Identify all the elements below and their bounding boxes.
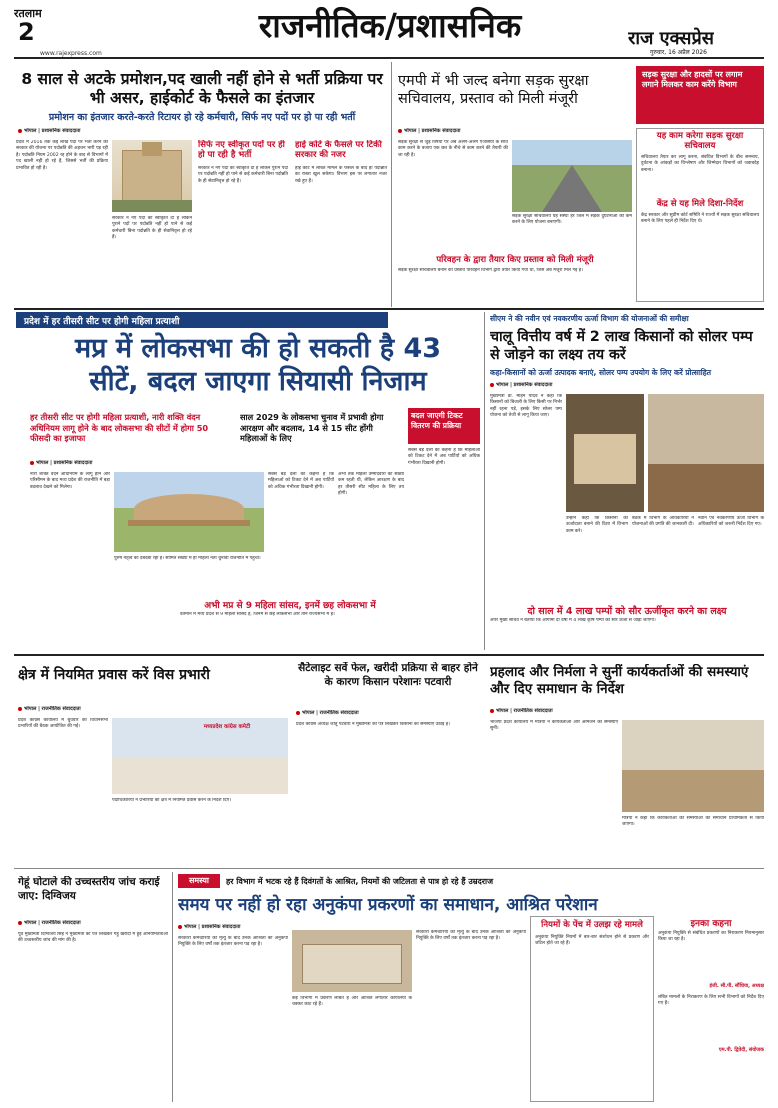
solar-subhead: कहा-किसानों को ऊर्जा उत्पादक बनाएं, सोलर पम्प उपयोग के लिए करें प्रोत्साहित — [490, 368, 711, 377]
wheat-scam-headline: गेहूं घोटाले की उच्चस्तरीय जांच कराई जाए: दिग्विजय — [18, 876, 160, 902]
prahlad-headline: प्रहलाद और निर्मला ने सुनीं कार्यकर्ताओं की समस्याएं और दिए समाधान के निर्देश — [490, 664, 749, 697]
congress-meeting-photo — [112, 718, 288, 794]
guidelines-body: केंद्र सरकार और सुप्रीम कोर्ट समिति ने राज्यों में सड़क सुरक्षा सचिवालय बनाने के लिए पहले ही निर्देश दिए थे। — [641, 213, 759, 225]
byline: भोपाल | प्रशासनिक संवाददाता — [18, 128, 178, 134]
promotion-body-2: सरकार ने नए पदों की स्वीकृति दी है लेकिन पुराने पदों पर पदोन्नति नहीं हो पाने से कई कर्मचारी बिना पदोन्नति के ही सेवानिवृत्त हो रहे हैं। — [198, 166, 288, 184]
transport-proposal-body: सड़क सुरक्षा सचिवालय बनाने का प्रस्ताव परिवहन विभाग द्वारा तैयार किया गया था, जिसे अब मंजूरी मिल गई है। — [398, 268, 583, 273]
byline: भोपाल | प्रशासनिक संवाददाता — [178, 924, 328, 930]
quote-1-name: इंजी. सी.पी. सौंधिया, अध्यक्ष — [709, 983, 764, 989]
byline: भोपाल | प्रशासनिक संवाददाता — [398, 128, 558, 134]
prabhari-body-2: पदाधिकारियों ने प्रभारियों को क्षेत्र में नियमित प्रवास करने के निर्देश दिए। — [112, 798, 231, 803]
promotion-box-2-title: हाई कोर्ट के फैसले पर टिकी सरकार की नजर — [295, 140, 382, 160]
page-number: 2 — [18, 18, 35, 46]
quote-title: इनका कहना — [690, 919, 732, 929]
byline: भोपाल | राजनीतिक संवाददाता — [18, 706, 168, 712]
bullet-icon — [18, 707, 22, 711]
road-safety-sidebar-box — [636, 66, 764, 124]
byline: भोपाल | राजनीतिक संवाददाता — [490, 708, 640, 714]
road-safety-body: सड़क सुरक्षा से जुड़े विषयों पर अब अलग-अलग एजेंसियों के साथ काम करने के बजाय एक छत के नीचे से काम करने की तैयारी की जा रही है। — [398, 140, 508, 158]
city-label: रतलाम — [14, 7, 42, 20]
ticket-box-title: बदल जाएगी टिकट वितरण की प्रक्रिया — [411, 411, 463, 430]
women-mp-title: अभी मप्र से 9 महिला सांसद, इनमें छह लोकसभा में — [204, 601, 376, 611]
secretariat-box — [636, 128, 764, 302]
loksabha-headline: मप्र में लोकसभा की हो सकती है 43 सीटें, बदल जाएगा सियासी निजाम — [74, 333, 442, 397]
solar-body-4: नवीन एवं नवकरणीय ऊर्जा विभाग के अधिकारियों को जरूरी निर्देश दिए गए। — [698, 516, 764, 528]
rules-box-title: नियमों के पेंच में उलझ रहे मामले — [541, 920, 643, 930]
parliament-photo-caption: पुरुष नेतृत्व का दबदबा रहा है। सीमित संख्या में ही महिला नेता चुनावी राजनीति में पहुंचीं। — [114, 556, 261, 561]
solar-body-2: उन्होंने कहा कि किसानों को ऊर्जादाता बनाने की दिशा में विभाग काम करे। — [566, 516, 628, 534]
promotion-subhead: प्रमोशन का इंतजार करते-करते रिटायर हो रहे कर्मचारी, सिर्फ नए पदों पर हो पा रही भर्ती — [48, 112, 356, 123]
bjp-photo-caption: मंत्रियों ने कहा कि कार्यकर्ताओं की समस्याओं का समाधान प्राथमिकता से किया जाएगा। — [622, 816, 764, 828]
prabhari-headline: क्षेत्र में नियमित प्रवास करें विस प्रभारी — [18, 667, 210, 683]
ticket-body: सबसे बड़े दलों का कहना है कि महिलाओं को टिकट देने में अब पार्टियों को अधिक गंभीरता दिखानी होगी। — [408, 448, 480, 466]
anukampa-body-3: सरकारी कर्मचारियों की मृत्यु के बाद उनके आश्रितों को अनुकंपा नियुक्ति के लिए वर्षों तक इंतजार करना पड़ रहा है। — [416, 930, 526, 942]
loksabha-kicker-text: प्रदेश में हर तीसरी सीट पर होगी महिला प्रत्याशी — [24, 317, 180, 327]
solar-body-1: मुख्यमंत्री डॉ. मोहन यादव ने कहा कि किसानों को बिजली के लिए किसी पर निर्भर नहीं रहना पड़े, इसके लिए सोलर पम्प योजना को तेजी से लागू किया जाए। — [490, 394, 562, 419]
congress-banner: मध्यप्रदेश कांग्रेस कमेटी — [203, 724, 251, 730]
loksabha-kicker — [16, 312, 388, 328]
wheat-scam-body: पूर्व मुख्यमंत्री दिग्विजय सिंह ने मुख्यमंत्री को पत्र लिखकर गेहूं खरीदी में हुई अनियमितताओं की उच्चस्तरीय जांच की मांग की है। — [18, 932, 168, 944]
solar-box-title: दो साल में 4 लाख पम्पों को सौर ऊर्जीकृत करने का लक्ष्य — [527, 606, 727, 617]
byline: भोपाल | प्रशासनिक संवाददाता — [30, 460, 180, 466]
bullet-icon — [490, 709, 494, 713]
problem-tag-text: समस्या — [188, 876, 210, 885]
loksabha-subhead-1: हर तीसरी सीट पर होगी महिला प्रत्याशी, नारी शक्ति वंदन अधिनियम लागू होने के बाद लोकसभा की सीटों में होगा 50 फीसदी का इजाफा — [30, 412, 209, 443]
meeting-photo-left — [566, 394, 644, 512]
bullet-icon — [296, 711, 300, 715]
rules-box — [530, 916, 654, 1102]
loksabha-body-2: सबसे बड़े दलों का कहना है कि महिलाओं को टिकट देने में अब पार्टियों को अधिक गंभीरता दिखानी होगी। — [268, 472, 334, 490]
bullet-icon — [490, 383, 494, 387]
quote-1: अनुकंपा नियुक्ति से संबंधित प्रकरणों का निराकरण नियमानुसार किया जा रहा है। — [658, 931, 764, 943]
prabhari-body-1: प्रदेश कांग्रेस कार्यालय में बुधवार को विधानसभा प्रभारियों की बैठक आयोजित की गई। — [18, 718, 108, 730]
byline: भोपाल | राजनीतिक संवाददाता — [18, 920, 168, 926]
guidelines-subhead: केंद्र से यह मिले दिशा-निर्देश — [656, 199, 744, 209]
bullet-icon — [178, 925, 182, 929]
bjp-meeting-photo — [622, 720, 764, 812]
solar-kicker: सीएम ने की नवीन एवं नवकरणीय ऊर्जा विभाग की योजनाओं की समीक्षा — [490, 314, 689, 323]
bullet-icon — [18, 921, 22, 925]
parliament-photo — [114, 472, 264, 552]
bullet-icon — [398, 129, 402, 133]
promotion-box-1-title: सिर्फ नए स्वीकृत पदों पर ही हो पा रही है भर्ती — [198, 140, 285, 160]
byline: भोपाल | राजनीतिक संवाददाता — [296, 710, 446, 716]
loksabha-subhead-2: साल 2029 के लोकसभा चुनाव में प्रभावी होगा आरक्षण और बदलाव, 14 से 15 सीट होंगी महिलाओं के लिए — [240, 412, 384, 443]
quote-box — [658, 916, 764, 1102]
section-title: राजनीतिक/प्रशासनिक — [258, 6, 522, 45]
anukampa-body-1: सरकारी कर्मचारियों की मृत्यु के बाद उनके आश्रितों को अनुकंपा नियुक्ति के लिए वर्षों तक इंतजार करना पड़ रहा है। — [178, 936, 288, 948]
loksabha-body-1: नारी शक्ति वंदन अधिनियम के लागू होने और परिसीमन के बाद मध्य प्रदेश की राजनीति में बड़ा बदलाव देखने को मिलेगा। — [30, 472, 110, 490]
issue-date: गुरुवार, 16 अप्रैल 2026 — [650, 49, 707, 56]
problem-tag — [178, 874, 220, 888]
quote-2-name: एम.पी. द्विवेदी, संयोजक — [718, 1047, 764, 1053]
women-mp-body: वर्तमान में मध्य प्रदेश से 9 महिला सांसद हैं, जिनमें से छह लोकसभा और तीन राज्यसभा में हैं। — [180, 612, 335, 617]
bullet-icon — [30, 461, 34, 465]
office-building-photo — [292, 930, 412, 992]
prahlad-body: भाजपा प्रदेश कार्यालय में मंत्रियों ने कार्यकर्ताओं और आमजन की समस्याएं सुनीं। — [490, 720, 618, 732]
masthead — [0, 0, 778, 60]
solar-headline: चालू वित्तीय वर्ष में 2 लाख किसानों को सोलर पम्प से जोड़ने का लक्ष्य तय करें — [490, 329, 753, 363]
anukampa-headline: समय पर नहीं हो रहा अनुकंपा प्रकरणों का समाधान, आश्रित परेशान — [178, 895, 598, 915]
promotion-headline: 8 साल से अटके प्रमोशन,पद खाली नहीं होने से भर्ती प्रक्रिया पर भी असर, हाईकोर्ट के फैसले का इंतजार — [21, 70, 383, 107]
rules-box-body: अनुकंपा नियुक्ति नियमों में बार-बार संशोधन होने से प्रकरण और जटिल होते जा रहे हैं। — [535, 935, 649, 947]
building-photo — [112, 140, 192, 212]
satellite-headline: सैटेलाइट सर्वे फेल, खरीदी प्रक्रिया से बाहर होने के कारण किसान परेशानः पटवारी — [298, 662, 478, 688]
secretariat-box-title: यह काम करेगा सड़क सुरक्षा सचिवालय — [656, 131, 744, 151]
ticket-box — [408, 408, 480, 444]
website[interactable]: www.rajexpress.com — [40, 50, 102, 57]
loksabha-body-3: अभी तक महिला उम्मीदवारों की संख्या कम रहती थी, लेकिन आरक्षण के बाद हर तीसरी सीट महिला के लिए तय होगी। — [338, 472, 404, 497]
road-safety-sidebar-text: सड़क सुरक्षा और हादसों पर लगाम लगाने मिलकर काम करेंगे विभाग — [642, 70, 743, 89]
road-photo — [512, 140, 632, 212]
bullet-icon — [18, 129, 22, 133]
promotion-body-3: हाई कोर्ट में लंबित मामले के फैसले के बाद ही पदोन्नति का रास्ता खुल सकेगा। विभाग इस पर लगातार नजर रखे हुए हैं। — [295, 166, 387, 184]
brand-name: राज एक्सप्रेस — [628, 28, 714, 49]
anukampa-body-2: कई विभागों में प्रकरण लंबित हैं और आश्रित लगातार कार्यालयों के चक्कर काट रहे हैं। — [292, 996, 412, 1008]
quote-2: लंबित मामलों के निराकरण के लिए सभी विभागों को निर्देश दिए गए हैं। — [658, 995, 764, 1007]
transport-proposal-title: परिवहन के द्वारा तैयार किए प्रस्ताव को मिली मंजूरी — [436, 255, 594, 265]
solar-box-body: अपर मुख्य सचिव ने बताया कि आगामी दो वर्षों में 4 लाख कृषि पम्पों को सौर ऊर्जा से जोड़ा जाएगा। — [490, 618, 656, 623]
anukampa-kicker: हर विभाग में भटक रहे हैं दिवंगतों के आश्रित, नियमों की जटिलता से पात्र हो रहे हैं उम्रदराज — [226, 877, 494, 886]
byline: भोपाल | प्रशासनिक संवाददाता — [490, 382, 640, 388]
road-photo-caption: सड़क सुरक्षा सचिवालय यह संस्था हर जिले में सड़क दुर्घटनाओं को कम करने के लिए योजना बनाएगी। — [512, 214, 632, 226]
meeting-photo-right — [648, 394, 764, 512]
promotion-body-1b: सरकार ने नए पदों की स्वीकृति दी है लेकिन पुराने पदों पर पदोन्नति नहीं हो पाने से कई कर्मचारी बिना पदोन्नति के ही सेवानिवृत्त हो रहे हैं। — [112, 216, 192, 241]
satellite-body: प्रदेश कांग्रेस अध्यक्ष जीतू पटवारी ने मुख्यमंत्री को पत्र लिखकर किसानों की समस्याएं उठाई हैं। — [296, 722, 450, 727]
secretariat-box-body: सचिवालय तैयार कर लागू करना, संबंधित विभागों के बीच समन्वय, दुर्घटना के आंकड़ों का विश्लेषण और जिम्मेदार विभागों को जवाबदेह बनाना। — [641, 155, 759, 173]
solar-body-3: बैठक में विभाग के अधिकारियों ने योजनाओं की प्रगति की जानकारी दी। — [632, 516, 694, 528]
promotion-body-1: प्रदेश में 2016 तक कई लाख पदों पर भर्ती करने की सरकार की योजना पर पदोन्नति की अड़चन भारी पड़ रही है। पदोन्नति नियम 2002 रद्द होने के बाद से विभागों में पद खाली नहीं हो रहे हैं, जिससे भर्ती की प्रक्रिया प्रभावित हो रही है। — [16, 140, 108, 171]
road-safety-headline: एमपी में भी जल्द बनेगा सड़क सुरक्षा सचिवालय, प्रस्ताव को मिली मंजूरी — [398, 73, 589, 107]
